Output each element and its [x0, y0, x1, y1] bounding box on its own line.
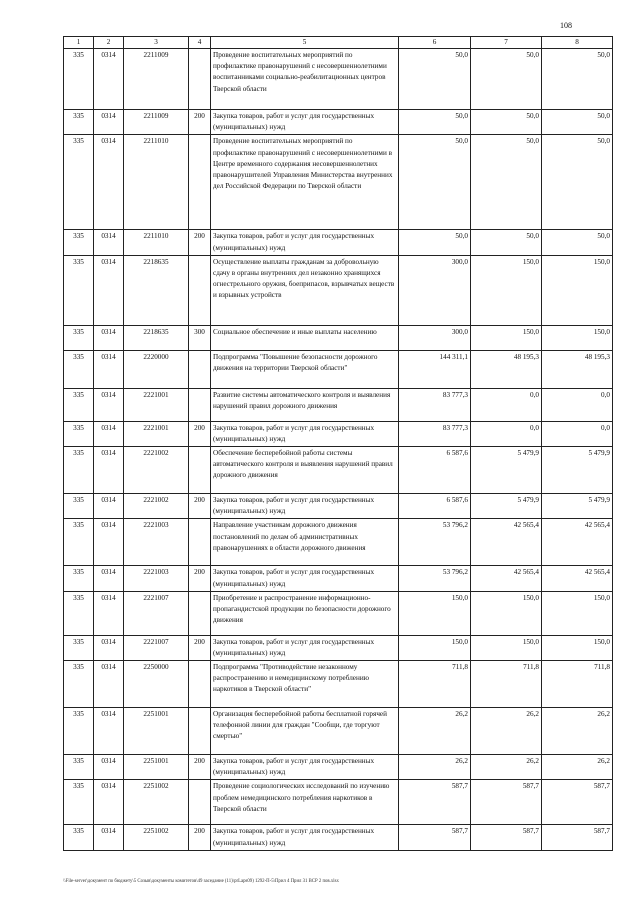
target-code-cell: 2221003 — [124, 566, 189, 591]
column-header: 6 — [399, 37, 471, 49]
expense-type-cell: 200 — [189, 110, 211, 135]
amount-year1-cell: 150,0 — [399, 635, 471, 660]
amount-year3-cell: 587,7 — [542, 825, 613, 850]
expense-type-cell — [189, 388, 211, 421]
expense-type-cell — [189, 49, 211, 110]
description-cell: Закупка товаров, работ и услуг для государственных (муниципальных) нужд — [211, 494, 399, 519]
amount-year1-cell: 53 796,2 — [399, 566, 471, 591]
description-cell: Подпрограмма "Противодействие незаконному распространению и немедицинскому потреблению наркотиков в Тверской области" — [211, 661, 399, 708]
amount-year1-cell: 26,2 — [399, 708, 471, 755]
description-cell: Подпрограмма "Повышение безопасности дорожного движения на территории Тверской области" — [211, 350, 399, 388]
file-path-footer: \\File-server\документ по бюджету\5 Созыв\документы комитетов\49 заседание (11)\prLaps09) 1292-П-5\Прил 4 Прил 31 ВСР 2 пов.xlsx — [63, 879, 339, 884]
section-code-cell: 0314 — [94, 591, 124, 635]
expense-type-cell — [189, 255, 211, 325]
amount-year3-cell: 150,0 — [542, 325, 613, 350]
amount-year1-cell: 83 777,3 — [399, 388, 471, 421]
expense-type-cell — [189, 519, 211, 566]
admin-code-cell: 335 — [64, 447, 94, 494]
table-row — [64, 350, 613, 388]
expense-type-cell — [189, 591, 211, 635]
column-header: 7 — [471, 37, 542, 49]
amount-year3-cell: 587,7 — [542, 780, 613, 825]
expense-type-cell: 200 — [189, 825, 211, 850]
section-code-cell: 0314 — [94, 661, 124, 708]
admin-code-cell: 335 — [64, 49, 94, 110]
section-code-cell: 0314 — [94, 110, 124, 135]
table-row — [64, 708, 613, 755]
target-code-cell: 2211010 — [124, 135, 189, 230]
amount-year2-cell: 587,7 — [471, 780, 542, 825]
amount-year3-cell: 50,0 — [542, 230, 613, 255]
description-cell: Приобретение и распространение информационно-пропагандистской продукции по безопасности дорожного движения — [211, 591, 399, 635]
admin-code-cell: 335 — [64, 325, 94, 350]
admin-code-cell: 335 — [64, 661, 94, 708]
amount-year1-cell: 300,0 — [399, 255, 471, 325]
description-cell: Закупка товаров, работ и услуг для государственных (муниципальных) нужд — [211, 825, 399, 850]
amount-year1-cell: 6 587,6 — [399, 447, 471, 494]
table-row — [64, 325, 613, 350]
target-code-cell: 2221002 — [124, 494, 189, 519]
amount-year2-cell: 26,2 — [471, 755, 542, 780]
admin-code-cell: 335 — [64, 591, 94, 635]
description-cell: Закупка товаров, работ и услуг для государственных (муниципальных) нужд — [211, 421, 399, 446]
page-number: 108 — [560, 21, 572, 30]
description-cell: Закупка товаров, работ и услуг для государственных (муниципальных) нужд — [211, 566, 399, 591]
section-code-cell: 0314 — [94, 635, 124, 660]
table-row — [64, 49, 613, 110]
target-code-cell: 2218635 — [124, 255, 189, 325]
amount-year1-cell: 150,0 — [399, 591, 471, 635]
expense-type-cell: 200 — [189, 421, 211, 446]
section-code-cell: 0314 — [94, 255, 124, 325]
amount-year3-cell: 150,0 — [542, 255, 613, 325]
section-code-cell: 0314 — [94, 566, 124, 591]
amount-year3-cell: 5 479,9 — [542, 447, 613, 494]
amount-year1-cell: 711,8 — [399, 661, 471, 708]
target-code-cell: 2251002 — [124, 780, 189, 825]
table-row — [64, 388, 613, 421]
admin-code-cell: 335 — [64, 110, 94, 135]
description-cell: Проведение воспитательных мероприятий по профилактике правонарушений с несовершеннолетними воспитанниками социально-реабилитационных центров Тверской области — [211, 49, 399, 110]
column-header: 1 — [64, 37, 94, 49]
target-code-cell: 2251001 — [124, 708, 189, 755]
expense-type-cell: 200 — [189, 635, 211, 660]
admin-code-cell: 335 — [64, 421, 94, 446]
expense-type-cell — [189, 708, 211, 755]
target-code-cell: 2251001 — [124, 755, 189, 780]
expense-type-cell — [189, 661, 211, 708]
table-body — [64, 49, 613, 851]
section-code-cell: 0314 — [94, 230, 124, 255]
expense-type-cell — [189, 447, 211, 494]
section-code-cell: 0314 — [94, 825, 124, 850]
table-row — [64, 110, 613, 135]
amount-year2-cell: 0,0 — [471, 421, 542, 446]
amount-year3-cell: 711,8 — [542, 661, 613, 708]
amount-year3-cell: 42 565,4 — [542, 519, 613, 566]
amount-year2-cell: 5 479,9 — [471, 447, 542, 494]
budget-table — [63, 36, 613, 851]
amount-year3-cell: 5 479,9 — [542, 494, 613, 519]
description-cell: Проведение воспитательных мероприятий по профилактике правонарушений с несовершеннолетними в Центре временного содержания несовершеннолетних правонарушителей Управления Министерства внутренних дел Российской Федерации по Тверской области — [211, 135, 399, 230]
admin-code-cell: 335 — [64, 388, 94, 421]
section-code-cell: 0314 — [94, 350, 124, 388]
target-code-cell: 2211009 — [124, 110, 189, 135]
table-row — [64, 591, 613, 635]
description-cell: Проведение социологических исследований по изучению проблем немедицинского потребления наркотиков в Тверской области — [211, 780, 399, 825]
amount-year2-cell: 587,7 — [471, 825, 542, 850]
amount-year2-cell: 50,0 — [471, 230, 542, 255]
amount-year2-cell: 26,2 — [471, 708, 542, 755]
description-cell: Закупка товаров, работ и услуг для государственных (муниципальных) нужд — [211, 635, 399, 660]
admin-code-cell: 335 — [64, 494, 94, 519]
amount-year3-cell: 26,2 — [542, 708, 613, 755]
description-cell: Осуществление выплаты гражданам за добровольную сдачу в органы внутренних дел незаконно хранящихся огнестрельного оружия, боеприпасов, взрывчатых веществ и взрывных устройств — [211, 255, 399, 325]
amount-year1-cell: 50,0 — [399, 230, 471, 255]
target-code-cell: 2221001 — [124, 421, 189, 446]
amount-year3-cell: 50,0 — [542, 135, 613, 230]
section-code-cell: 0314 — [94, 494, 124, 519]
table-row — [64, 755, 613, 780]
target-code-cell: 2221007 — [124, 591, 189, 635]
amount-year2-cell: 150,0 — [471, 635, 542, 660]
column-header: 8 — [542, 37, 613, 49]
expense-type-cell: 300 — [189, 325, 211, 350]
target-code-cell: 2221007 — [124, 635, 189, 660]
expense-type-cell: 200 — [189, 566, 211, 591]
header-row — [64, 37, 613, 49]
amount-year2-cell: 50,0 — [471, 110, 542, 135]
table-row — [64, 661, 613, 708]
table-row — [64, 825, 613, 850]
expense-type-cell — [189, 135, 211, 230]
amount-year3-cell: 50,0 — [542, 110, 613, 135]
amount-year1-cell: 50,0 — [399, 135, 471, 230]
section-code-cell: 0314 — [94, 388, 124, 421]
section-code-cell: 0314 — [94, 780, 124, 825]
column-header: 2 — [94, 37, 124, 49]
expense-type-cell: 200 — [189, 755, 211, 780]
expense-type-cell — [189, 350, 211, 388]
amount-year3-cell: 26,2 — [542, 755, 613, 780]
expense-type-cell: 200 — [189, 230, 211, 255]
description-cell: Обеспечение бесперебойной работы системы автоматического контроля и выявления нарушений правил дорожного движения — [211, 447, 399, 494]
admin-code-cell: 335 — [64, 708, 94, 755]
section-code-cell: 0314 — [94, 49, 124, 110]
table-row — [64, 255, 613, 325]
table-row — [64, 519, 613, 566]
admin-code-cell: 335 — [64, 825, 94, 850]
amount-year1-cell: 587,7 — [399, 780, 471, 825]
target-code-cell: 2218635 — [124, 325, 189, 350]
table-row — [64, 447, 613, 494]
description-cell: Развитие системы автоматического контроля и выявления нарушений правил дорожного движения — [211, 388, 399, 421]
target-code-cell: 2220000 — [124, 350, 189, 388]
table-row — [64, 135, 613, 230]
amount-year3-cell: 48 195,3 — [542, 350, 613, 388]
expense-type-cell — [189, 780, 211, 825]
expense-type-cell: 200 — [189, 494, 211, 519]
target-code-cell: 2251002 — [124, 825, 189, 850]
admin-code-cell: 335 — [64, 755, 94, 780]
target-code-cell: 2211009 — [124, 49, 189, 110]
target-code-cell: 2250000 — [124, 661, 189, 708]
amount-year2-cell: 42 565,4 — [471, 566, 542, 591]
target-code-cell: 2221001 — [124, 388, 189, 421]
table-row — [64, 780, 613, 825]
amount-year1-cell: 50,0 — [399, 110, 471, 135]
description-cell: Направление участникам дорожного движения постановлений по делам об административных правонарушениях в области дорожного движения — [211, 519, 399, 566]
section-code-cell: 0314 — [94, 421, 124, 446]
table-row — [64, 566, 613, 591]
table-row — [64, 494, 613, 519]
amount-year3-cell: 0,0 — [542, 421, 613, 446]
amount-year3-cell: 50,0 — [542, 49, 613, 110]
column-header: 4 — [189, 37, 211, 49]
amount-year3-cell: 42 565,4 — [542, 566, 613, 591]
amount-year2-cell: 150,0 — [471, 591, 542, 635]
amount-year2-cell: 50,0 — [471, 49, 542, 110]
description-cell: Организация бесперебойной работы бесплатной горячей телефонной линии для граждан "Сообщи, где торгуют смертью" — [211, 708, 399, 755]
column-header: 5 — [211, 37, 399, 49]
admin-code-cell: 335 — [64, 230, 94, 255]
target-code-cell: 2221002 — [124, 447, 189, 494]
description-cell: Закупка товаров, работ и услуг для государственных (муниципальных) нужд — [211, 755, 399, 780]
amount-year1-cell: 300,0 — [399, 325, 471, 350]
target-code-cell: 2221003 — [124, 519, 189, 566]
admin-code-cell: 335 — [64, 635, 94, 660]
section-code-cell: 0314 — [94, 519, 124, 566]
amount-year1-cell: 144 311,1 — [399, 350, 471, 388]
column-header: 3 — [124, 37, 189, 49]
admin-code-cell: 335 — [64, 780, 94, 825]
table-row — [64, 421, 613, 446]
amount-year2-cell: 5 479,9 — [471, 494, 542, 519]
target-code-cell: 2211010 — [124, 230, 189, 255]
description-cell: Социальное обеспечение и иные выплаты населению — [211, 325, 399, 350]
amount-year3-cell: 150,0 — [542, 591, 613, 635]
description-cell: Закупка товаров, работ и услуг для государственных (муниципальных) нужд — [211, 230, 399, 255]
amount-year3-cell: 150,0 — [542, 635, 613, 660]
amount-year1-cell: 83 777,3 — [399, 421, 471, 446]
amount-year1-cell: 50,0 — [399, 49, 471, 110]
amount-year1-cell: 587,7 — [399, 825, 471, 850]
amount-year3-cell: 0,0 — [542, 388, 613, 421]
section-code-cell: 0314 — [94, 135, 124, 230]
amount-year2-cell: 0,0 — [471, 388, 542, 421]
section-code-cell: 0314 — [94, 447, 124, 494]
amount-year2-cell: 50,0 — [471, 135, 542, 230]
amount-year1-cell: 6 587,6 — [399, 494, 471, 519]
section-code-cell: 0314 — [94, 755, 124, 780]
admin-code-cell: 335 — [64, 135, 94, 230]
amount-year2-cell: 711,8 — [471, 661, 542, 708]
amount-year1-cell: 26,2 — [399, 755, 471, 780]
description-cell: Закупка товаров, работ и услуг для государственных (муниципальных) нужд — [211, 110, 399, 135]
admin-code-cell: 335 — [64, 255, 94, 325]
amount-year2-cell: 150,0 — [471, 325, 542, 350]
table-row — [64, 230, 613, 255]
amount-year2-cell: 42 565,4 — [471, 519, 542, 566]
admin-code-cell: 335 — [64, 519, 94, 566]
admin-code-cell: 335 — [64, 566, 94, 591]
amount-year2-cell: 48 195,3 — [471, 350, 542, 388]
amount-year2-cell: 150,0 — [471, 255, 542, 325]
amount-year1-cell: 53 796,2 — [399, 519, 471, 566]
section-code-cell: 0314 — [94, 708, 124, 755]
admin-code-cell: 335 — [64, 350, 94, 388]
table-row — [64, 635, 613, 660]
section-code-cell: 0314 — [94, 325, 124, 350]
